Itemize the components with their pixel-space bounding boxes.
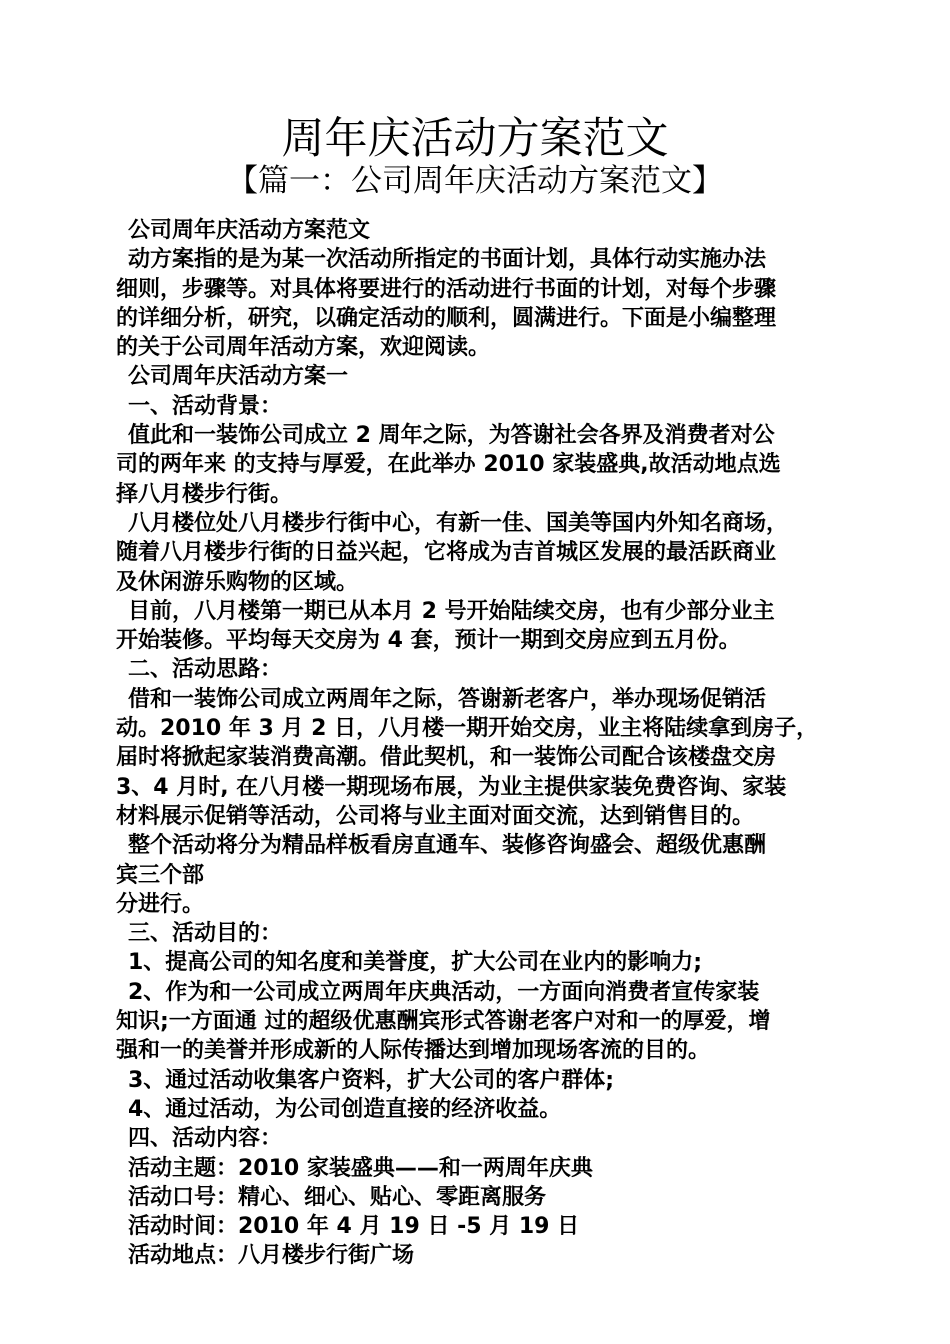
body-line: 材料展示促销等活动，公司将与业主面对面交流，达到销售目的。	[116, 803, 755, 829]
body-line: 活动口号：精心、细心、贴心、零距离服务	[128, 1184, 547, 1210]
body-line: 动。2010 年 3 月 2 日，八月楼一期开始交房，业主将陆续拿到房子，	[116, 716, 819, 742]
body-line: 整个活动将分为精品样板看房直通车、装修咨询盛会、超级优惠酬	[128, 833, 767, 859]
body-line: 细则，步骤等。对具体将要进行的活动进行书面的计划，对每个步骤	[116, 276, 777, 302]
body-line: 动方案指的是为某一次活动所指定的书面计划，具体行动实施办法	[128, 247, 767, 273]
body-line: 值此和一装饰公司成立 2 周年之际，为答谢社会各界及消费者对公	[128, 423, 775, 449]
document-body	[116, 216, 840, 1271]
body-line: 3、通过活动收集客户资料，扩大公司的客户群体;	[128, 1067, 615, 1093]
body-line: 的详细分析，研究，以确定活动的顺利，圆满进行。下面是小编整理	[116, 305, 777, 331]
body-line: 分进行。	[116, 891, 205, 917]
document-subtitle: 【篇一：公司周年庆活动方案范文】	[227, 163, 723, 199]
body-line: 1、提高公司的知名度和美誉度，扩大公司在业内的影响力;	[128, 950, 703, 976]
body-line: 公司周年庆活动方案范文	[128, 218, 371, 243]
body-line: 届时将掀起家装消费高潮。借此契机，和一装饰公司配合该楼盘交房	[116, 745, 777, 771]
body-line: 强和一的美誉并形成新的人际传播达到增加现场客流的目的。	[116, 1038, 711, 1064]
body-line: 活动主题：2010 家装盛典——和一两周年庆典	[128, 1155, 593, 1181]
document-title: 周年庆活动方案范文	[281, 114, 669, 164]
body-line: 司的两年来 的支持与厚爱，在此举办 2010 家装盛典,故活动地点选	[116, 452, 781, 478]
body-line: 择八月楼步行街。	[116, 481, 293, 507]
body-line: 3、4 月时, 在八月楼一期现场布展，为业主提供家装免费咨询、家装	[116, 774, 787, 800]
body-line: 随着八月楼步行街的日益兴起，它将成为吉首城区发展的最活跃商业	[116, 540, 777, 566]
body-line: 四、活动内容：	[128, 1126, 283, 1152]
body-line: 开始装修。平均每天交房为 4 套，预计一期到交房应到五月份。	[116, 628, 741, 654]
body-line: 一、活动背景：	[128, 393, 283, 419]
body-line: 目前，八月楼第一期已从本月 2 号开始陆续交房，也有少部分业主	[128, 598, 775, 624]
body-line: 的关于公司周年活动方案，欢迎阅读。	[116, 335, 491, 361]
body-line: 及休闲游乐购物的区域。	[116, 569, 359, 595]
body-line: 八月楼位处八月楼步行街中心，有新一佳、国美等国内外知名商场，	[128, 510, 789, 536]
body-line: 2、作为和一公司成立两周年庆典活动，一方面向消费者宣传家装	[128, 979, 760, 1005]
body-line: 宾三个部	[116, 862, 205, 888]
body-line: 借和一装饰公司成立两周年之际，答谢新老客户，举办现场促销活	[128, 686, 767, 712]
body-line: 三、活动目的：	[128, 921, 283, 947]
body-line: 知识;一方面通 过的超级优惠酬宾形式答谢老客户对和一的厚爱，增	[116, 1009, 771, 1035]
body-line: 活动地点：八月楼步行街广场	[128, 1243, 415, 1269]
body-line: 二、活动思路：	[128, 657, 283, 683]
body-line: 公司周年庆活动方案一	[128, 364, 349, 390]
body-line: 4、通过活动，为公司创造直接的经济收益。	[128, 1096, 562, 1122]
body-line: 活动时间：2010 年 4 月 19 日 -5 月 19 日	[128, 1214, 580, 1240]
